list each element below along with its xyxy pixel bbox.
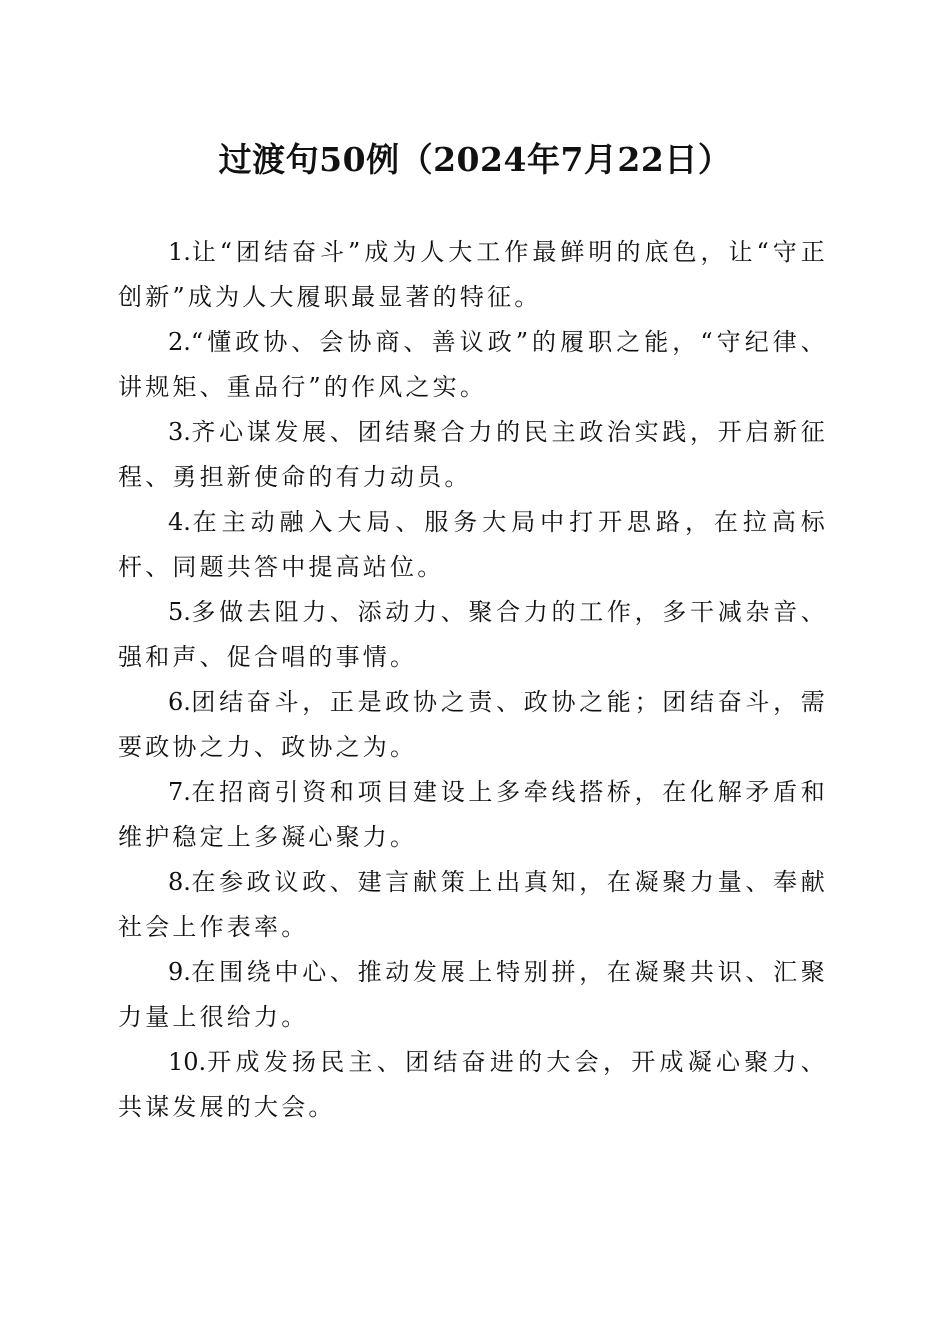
paragraph-text: 多做去阻力、添动力、聚合力的工作，多干减杂音、强和声、促合唱的事情。: [118, 598, 828, 671]
paragraph-9: [118, 950, 828, 1040]
paragraph-text: 在参政议政、建言献策上出真知，在凝聚力量、奉献社会上作表率。: [118, 868, 828, 941]
paragraph-number: 8.: [168, 868, 191, 896]
paragraph-text: 团结奋斗，正是政协之责、政协之能；团结奋斗，需要政协之力、政协之为。: [118, 688, 828, 761]
paragraph-number: 1.: [168, 238, 191, 266]
paragraph-4: [118, 500, 828, 590]
paragraph-number: 5.: [168, 598, 191, 626]
paragraph-3: [118, 410, 828, 500]
paragraph-number: 3.: [168, 418, 191, 446]
paragraph-1: [118, 230, 828, 320]
document-body: [118, 230, 828, 1130]
paragraph-number: 4.: [168, 508, 191, 536]
paragraph-number: 9.: [168, 958, 191, 986]
paragraph-2: [118, 320, 828, 410]
paragraph-10: [118, 1040, 828, 1130]
document-title: 过渡句50例（2024年7月22日）: [218, 140, 732, 179]
paragraph-8: [118, 860, 828, 950]
paragraph-number: 6.: [168, 688, 191, 716]
paragraph-text: 开成发扬民主、团结奋进的大会，开成凝心聚力、共谋发展的大会。: [118, 1048, 828, 1121]
paragraph-text: 齐心谋发展、团结聚合力的民主政治实践，开启新征程、勇担新使命的有力动员。: [118, 418, 828, 491]
paragraph-text: 在主动融入大局、服务大局中打开思路，在拉高标杆、同题共答中提高站位。: [118, 508, 828, 581]
paragraph-number: 2.: [168, 328, 191, 356]
paragraph-text: 在招商引资和项目建设上多牵线搭桥，在化解矛盾和维护稳定上多凝心聚力。: [118, 778, 828, 851]
paragraph-number: 10.: [168, 1048, 207, 1076]
paragraph-number: 7.: [168, 778, 191, 806]
paragraph-text: “懂政协、会协商、善议政”的履职之能，“守纪律、讲规矩、重品行”的作风之实。: [118, 328, 828, 401]
paragraph-7: [118, 770, 828, 860]
paragraph-text: 让“团结奋斗”成为人大工作最鲜明的底色，让“守正创新”成为人大履职最显著的特征。: [118, 238, 828, 311]
paragraph-6: [118, 680, 828, 770]
paragraph-5: [118, 590, 828, 680]
paragraph-text: 在围绕中心、推动发展上特别拼，在凝聚共识、汇聚力量上很给力。: [118, 958, 828, 1031]
